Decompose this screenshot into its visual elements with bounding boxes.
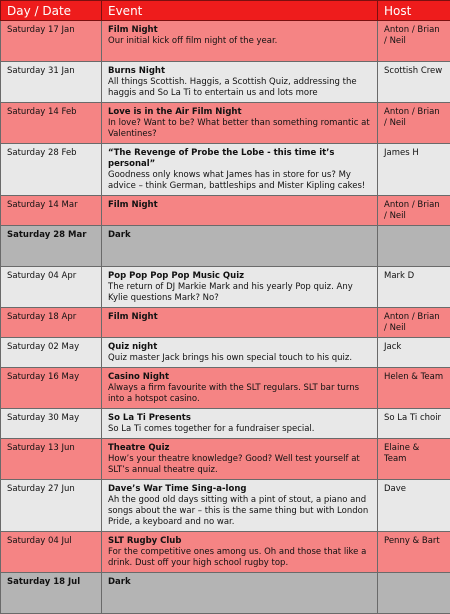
event-date: Saturday 28 Mar [1,226,102,267]
header-event: Event [102,1,378,21]
event-description: Ah the good old days sitting with a pint of stout, a piano and songs about the war – this is the same thing but with London Pride, a keyboard and no war. [108,495,371,528]
header-host: Host [378,1,450,21]
event-cell [102,573,378,614]
event-host: Penny & Bart [378,532,450,573]
table-row [1,62,450,103]
event-cell [102,368,378,409]
event-description: All things Scottish. Haggis, a Scottish Quiz, addressing the haggis and So La Ti to entertain us and lots more [108,77,371,99]
event-date: Saturday 14 Mar [1,196,102,226]
table-row [1,368,450,409]
table-row [1,144,450,196]
table-row [1,573,450,614]
event-description: The return of DJ Markie Mark and his yearly Pop quiz. Any Kylie questions Mark? No? [108,282,371,304]
table-row [1,267,450,308]
event-description: How’s your theatre knowledge? Good? Well test yourself at SLT’s annual theatre quiz. [108,454,371,476]
table-row [1,103,450,144]
event-cell [102,409,378,439]
event-cell [102,62,378,103]
event-cell [102,532,378,573]
table-body [1,21,450,614]
event-title: Love is in the Air Film Night [108,107,371,118]
event-host: Anton / Brian / Neil [378,308,450,338]
event-cell [102,439,378,480]
event-host: Scottish Crew [378,62,450,103]
event-host: Jack [378,338,450,368]
event-host [378,226,450,267]
event-cell [102,267,378,308]
event-description: Quiz master Jack brings his own special touch to his quiz. [108,353,371,364]
event-date: Saturday 17 Jan [1,21,102,62]
event-cell [102,103,378,144]
event-date: Saturday 14 Feb [1,103,102,144]
event-host: So La Ti choir [378,409,450,439]
table-row [1,439,450,480]
event-cell [102,480,378,532]
event-host: Anton / Brian / Neil [378,103,450,144]
event-host: Elaine & Team [378,439,450,480]
event-description: In love? Want to be? What better than something romantic at Valentines? [108,118,371,140]
event-date: Saturday 04 Jul [1,532,102,573]
event-host: Anton / Brian / Neil [378,196,450,226]
table-row [1,196,450,226]
event-title: Casino Night [108,372,371,383]
event-cell [102,226,378,267]
table-row [1,226,450,267]
event-title: Film Night [108,25,371,36]
table-row [1,480,450,532]
table-row [1,409,450,439]
event-host: Mark D [378,267,450,308]
event-date: Saturday 16 May [1,368,102,409]
event-cell [102,196,378,226]
event-date: Saturday 04 Apr [1,267,102,308]
event-title: Burns Night [108,66,371,77]
table-row [1,338,450,368]
event-title: Film Night [108,200,371,211]
event-date: Saturday 18 Apr [1,308,102,338]
event-cell [102,144,378,196]
event-cell [102,338,378,368]
event-description: Our initial kick off film night of the year. [108,36,371,47]
event-cell [102,21,378,62]
event-host: James H [378,144,450,196]
event-date: Saturday 28 Feb [1,144,102,196]
event-description: Goodness only knows what James has in store for us? My advice – think German, battleships and Mister Kipling cakes! [108,170,371,192]
event-cell [102,308,378,338]
event-title: Dave’s War Time Sing-a-long [108,484,371,495]
event-title: Dark [108,230,371,241]
event-title: So La Ti Presents [108,413,371,424]
event-title: Theatre Quiz [108,443,371,454]
event-date: Saturday 13 Jun [1,439,102,480]
event-title: Film Night [108,312,371,323]
event-host [378,573,450,614]
event-description: So La Ti comes together for a fundraiser special. [108,424,371,435]
event-date: Saturday 18 Jul [1,573,102,614]
event-date: Saturday 30 May [1,409,102,439]
header-date: Day / Date [1,1,102,21]
table-row [1,21,450,62]
event-date: Saturday 27 Jun [1,480,102,532]
table-row [1,532,450,573]
event-description: Always a firm favourite with the SLT regulars. SLT bar turns into a hotspot casino. [108,383,371,405]
event-title: SLT Rugby Club [108,536,371,547]
event-title: Quiz night [108,342,371,353]
event-title: “The Revenge of Probe the Lobe - this time it’s personal” [108,148,371,170]
event-date: Saturday 31 Jan [1,62,102,103]
event-title: Dark [108,577,371,588]
table-header-row [1,1,450,21]
table-row [1,308,450,338]
event-host: Anton / Brian / Neil [378,21,450,62]
event-title: Pop Pop Pop Pop Music Quiz [108,271,371,282]
event-host: Dave [378,480,450,532]
event-date: Saturday 02 May [1,338,102,368]
event-host: Helen & Team [378,368,450,409]
event-description: For the competitive ones among us. Oh and those that like a drink. Dust off your high school rugby top. [108,547,371,569]
